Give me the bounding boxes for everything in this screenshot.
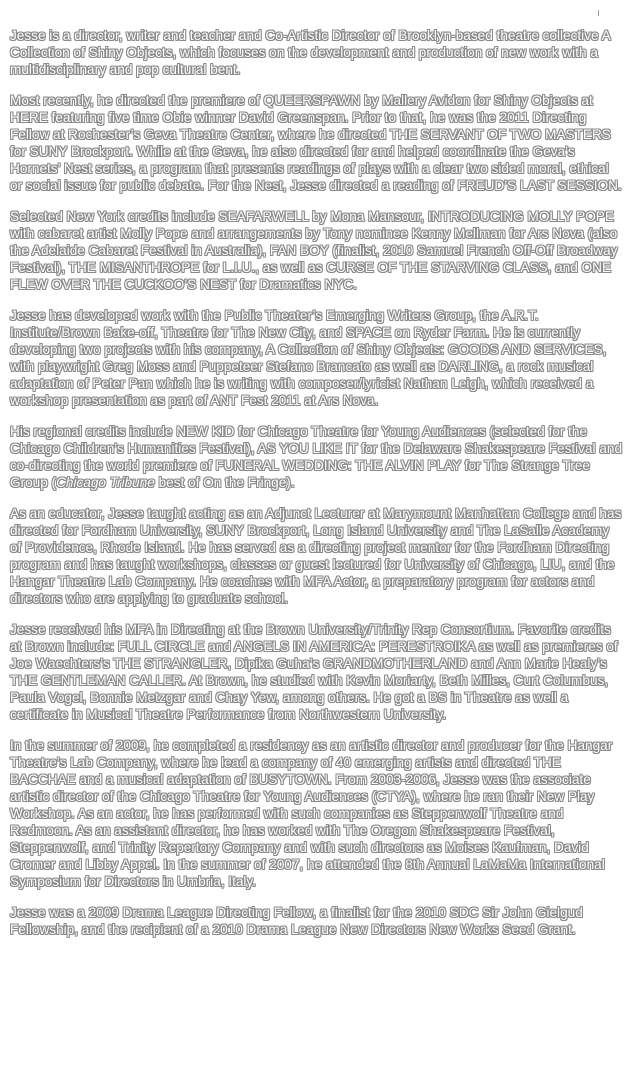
bio-paragraph-regional-credits [10,423,622,491]
bio-paragraph-awards: Jesse was a 2009 Drama League Directing Fellow, a finalist for the 2010 SDC Sir John Gielgud Fellowship, and the recipient of a 2010 Drama League New Directors New Works Seed Grant. [10,905,583,937]
regional-credits-text-end: best of On the Fringe). [154,475,295,490]
bio-paragraph-educator: As an educator, Jesse taught acting as an Adjunct Lecturer at Marymount Manhattan College and has directed for Fordham University, SUNY Brockport, Long Island University and The LaSalle Academy of Providence, Rhode Island. He has served as a directing project mentor for the Fordham Directing program and has taught workshops, classes or guest lectured for University of Chicago, LIU, and the Hangar Theatre Lab Company. He coaches with MFA Actor, a preparatory program for actors and directors who are applying to graduate school. [10,506,622,606]
bio-paragraph-residency: In the summer of 2009, he completed a residency as an artistic director and producer for the Hangar Theatre’s Lab Company, where he lead a company of 40 emerging artists and directed THE BACCHAE and a musical adaptation of BUSYTOWN. From 2003-2006, Jesse was the associate artistic director of the Chicago Theatre for Young Audiences (CTYA), where he ran their New Play Workshop. As an actor, he has performed with such companies as Steppenwolf Theatre and Redmoon. As an assistant director, he has worked with The Oregon Shakespeare Festival, Steppenwolf, and Trinity Repertory Company and with such directors as Moises Kaufman, David Cromer and Libby Appel. In the summer of 2007, he attended the 8th Annual LaMaMa International Symposium for Directors in Umbria, Italy. [10,738,613,889]
bio-paragraph-intro: Jesse is a director, writer and teacher and Co-Artistic Director of Brooklyn-based theatre collective A Collection of Shiny Objects, which focuses on the development and production of new work with a multidisciplinary and pop cultural bent. [10,28,610,77]
bio-paragraph-developed-work: Jesse has developed work with the Public Theater’s Emerging Writers Group, the A.R.T. Institute/Brown Bake-off, Theatre for The New City, and SPACE on Ryder Farm. He is currently developing two projects with his company, A Collection of Shiny Objects: GOODS AND SERVICES, with playwright Greg Moss and Puppeteer Stefano Brancato as well as DARLING, a rock musical adaptation of Peter Pan which he is writing with composer/lyricist Nathan Leigh, which received a workshop presentation as part of ANT Fest 2011 at Ars Nova. [10,308,607,408]
bio-paragraph-new-york-credits: Selected New York credits include SEAFARWELL by Mona Mansour, INTRODUCING MOLLY POPE with cabaret artist Molly Pope and arrangements by Tony nominee Kenny Mellman for Ars Nova (also the Adelaide Cabaret Festival in Australia), FAN BOY (finalist, 2010 Samuel French Off-Off Broadway Festival), THE MISANTHROPE for L.I.U., as well as CURSE OF THE STARVING CLASS, and ONE FLEW OVER THE CUCKOO’S NEST for Dramatics NYC. [10,209,618,292]
chicago-tribune-citation: Chicago Tribune [56,475,155,490]
bio-paragraph-education: Jesse received his MFA in Directing at the Brown University/Trinity Rep Consortium. Favorite credits at Brown include: FULL CIRCLE and ANGELS IN AMERICA: PERESTROIKA as well as premieres of Joe Waechters’s THE STRANGLER, Dipika Guha’s GRANDMOTHERLAND and Ann Marie Healy’s THE GENTLEMAN CALLER. At Brown, he studied with Kevin Moriarty, Beth Milles, Curt Columbus, Paula Vogel, Bonnie Metzgar and Chay Yew, among others. He got a BS in Theatre as well a certificate in Musical Theatre Performance from Northwestern University. [10,622,618,722]
bio-text-block [10,27,622,938]
clipped-glyph-mark [598,10,599,16]
regional-credits-text: His regional credits include NEW KID for Chicago Theatre for Young Audiences (selected for the Chicago Children’s Humanities Festival), AS YOU LIKE IT for the Delaware Shakespeare Festival and co-directing the world premiere of FUNERAL WEDDING: THE ALVIN PLAY for The Strange Tree Group ( [10,424,623,490]
clipped-heading-remnant [0,0,630,26]
bio-paragraph-recent-work: Most recently, he directed the premiere of QUEERSPAWN by Mallery Avidon for Shiny Objects at HERE featuring five time Obie winner David Greenspan. Prior to that, he was the 2011 Directing Fellow at Rochester’s Geva Theatre Center, where he directed THE SERVANT OF TWO MASTERS for SUNY Brockport. While at the Geva, he also directed for and helped coordinate the Geva’s Hornets’ Nest series, a program that presents readings of plays with a clear two sided moral, ethical or social issue for public debate. For the Nest, Jesse directed a reading of FREUD’S LAST SESSION. [10,93,622,193]
